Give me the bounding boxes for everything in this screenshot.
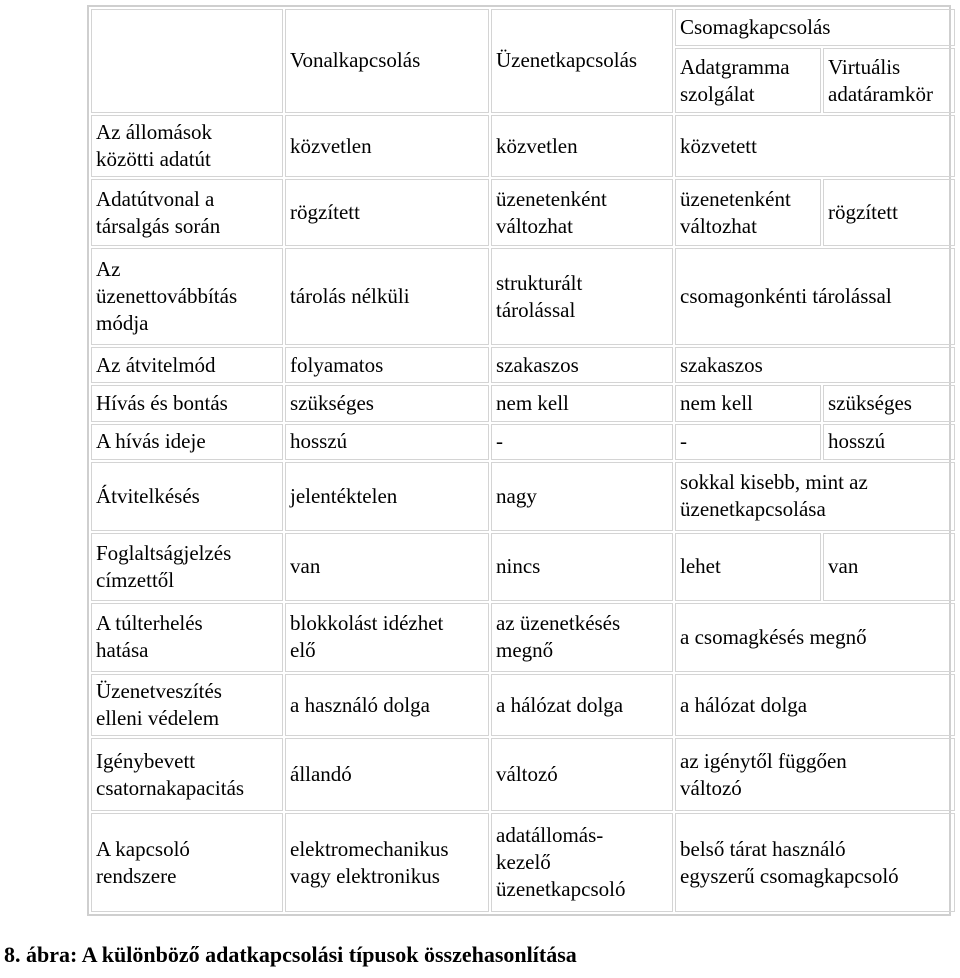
cell-vonal: hosszú bbox=[285, 424, 489, 460]
cell-uzenet: nagy bbox=[491, 462, 673, 531]
cell-uzenet: - bbox=[491, 424, 673, 460]
cell-vonal: jelentéktelen bbox=[285, 462, 489, 531]
row-label: Az állomások közötti adatút bbox=[91, 115, 283, 178]
cell-uzenet: változó bbox=[491, 738, 673, 811]
cell-vonal: szükséges bbox=[285, 385, 489, 421]
cell-csomag: az igénytől függően változó bbox=[675, 738, 955, 811]
cell-csomag: csomagonkénti tárolással bbox=[675, 248, 955, 345]
cell-uzenet: üzenetenként változhat bbox=[491, 179, 673, 246]
row-label: Igénybevett csatornakapacitás bbox=[91, 738, 283, 811]
cell-uzenet: közvetlen bbox=[491, 115, 673, 178]
row-label: A túlterhelés hatása bbox=[91, 603, 283, 672]
cell-uzenet: strukturált tárolással bbox=[491, 248, 673, 345]
cell-vonal: van bbox=[285, 533, 489, 602]
cell-datagram: - bbox=[675, 424, 821, 460]
cell-virtual: rögzített bbox=[823, 179, 955, 246]
cell-virtual: szükséges bbox=[823, 385, 955, 421]
header-uzenetkapcsolas: Üzenetkapcsolás bbox=[491, 9, 673, 113]
header-vonalkapcsolas: Vonalkapcsolás bbox=[285, 9, 489, 113]
cell-vonal: rögzített bbox=[285, 179, 489, 246]
cell-vonal: tárolás nélküli bbox=[285, 248, 489, 345]
cell-uzenet: nincs bbox=[491, 533, 673, 602]
cell-virtual: van bbox=[823, 533, 955, 602]
figure-caption: 8. ábra: A különböző adatkapcsolási típusok összehasonlítása bbox=[4, 942, 577, 967]
row-label: Foglaltságjelzés címzettől bbox=[91, 533, 283, 602]
cell-uzenet: adatállomás- kezelő üzenetkapcsoló bbox=[491, 813, 673, 912]
cell-virtual: hosszú bbox=[823, 424, 955, 460]
header-virtual-circuit: Virtuális adatáramkör bbox=[823, 48, 955, 113]
cell-datagram: nem kell bbox=[675, 385, 821, 421]
cell-uzenet: az üzenetkésés megnő bbox=[491, 603, 673, 672]
cell-vonal: közvetlen bbox=[285, 115, 489, 178]
header-corner-cell bbox=[91, 9, 283, 113]
cell-vonal: állandó bbox=[285, 738, 489, 811]
comparison-table bbox=[87, 5, 951, 916]
row-label: Hívás és bontás bbox=[91, 385, 283, 421]
cell-csomag: belső tárat használó egyszerű csomagkapcsoló bbox=[675, 813, 955, 912]
row-label: Adatútvonal a társalgás során bbox=[91, 179, 283, 246]
row-label: A kapcsoló rendszere bbox=[91, 813, 283, 912]
header-datagram: Adatgramma szolgálat bbox=[675, 48, 821, 113]
cell-vonal: blokkolást idézhet elő bbox=[285, 603, 489, 672]
cell-vonal: folyamatos bbox=[285, 347, 489, 383]
row-label: Az üzenettovábbítás módja bbox=[91, 248, 283, 345]
row-label: Átvitelkésés bbox=[91, 462, 283, 531]
cell-datagram: lehet bbox=[675, 533, 821, 602]
row-label: A hívás ideje bbox=[91, 424, 283, 460]
header-csomagkapcsolas: Csomagkapcsolás bbox=[675, 9, 955, 46]
cell-csomag: a csomagkésés megnő bbox=[675, 603, 955, 672]
cell-csomag: közvetett bbox=[675, 115, 955, 178]
switching-comparison-table bbox=[89, 7, 957, 914]
cell-uzenet: a hálózat dolga bbox=[491, 674, 673, 737]
cell-csomag: a hálózat dolga bbox=[675, 674, 955, 737]
cell-vonal: a használó dolga bbox=[285, 674, 489, 737]
cell-uzenet: szakaszos bbox=[491, 347, 673, 383]
row-label: Az átvitelmód bbox=[91, 347, 283, 383]
row-label: Üzenetveszítés elleni védelem bbox=[91, 674, 283, 737]
cell-csomag: szakaszos bbox=[675, 347, 955, 383]
cell-datagram: üzenetenként változhat bbox=[675, 179, 821, 246]
cell-csomag: sokkal kisebb, mint az üzenetkapcsolása bbox=[675, 462, 955, 531]
cell-vonal: elektromechanikus vagy elektronikus bbox=[285, 813, 489, 912]
cell-uzenet: nem kell bbox=[491, 385, 673, 421]
